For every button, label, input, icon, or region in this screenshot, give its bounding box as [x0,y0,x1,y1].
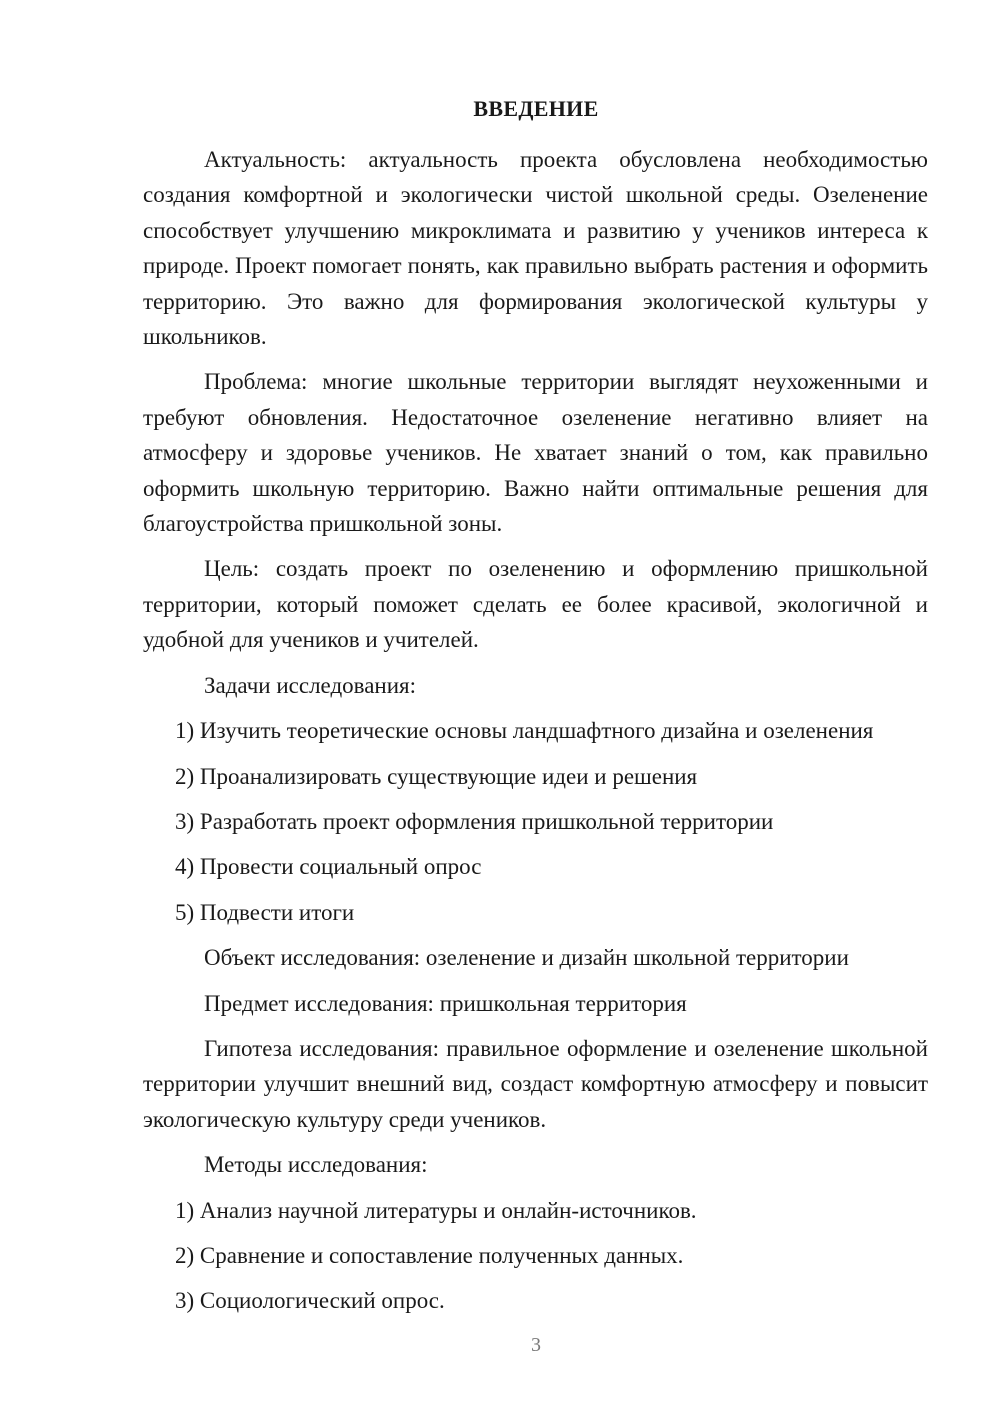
methods-list [143,1193,928,1319]
list-item: 2) Проанализировать существующие идеи и решения [175,763,698,789]
relevance-paragraph: Актуальность: актуальность проекта обусловлена необходимостью создания комфортной и экологически чистой школьной среды. Озеленение способствует улучшению микроклимата и развитию у учеников интереса к природе. Проект помогает понять, как правильно выбрать растения и оформить территорию. Это важно для формирования экологической культуры у школьников. [143,147,928,350]
list-item: 1) Анализ научной литературы и онлайн-источников. [175,1197,697,1223]
list-item: 4) Провести социальный опрос [175,854,482,880]
goal-paragraph: Цель: создать проект по озеленению и оформлению пришкольной территории, который поможет сделать ее более красивой, экологичной и удобной для учеников и учителей. [143,556,928,653]
subject-paragraph: Предмет исследования: пришкольная территория [204,990,687,1016]
list-item: 5) Подвести итоги [175,899,355,925]
document-body [143,142,928,1329]
section-heading: ВВЕДЕНИЕ [473,96,599,121]
hypothesis-paragraph: Гипотеза исследования: правильное оформление и озеленение школьной территории улучшит внешний вид, создаст комфортную атмосферу и повысит экологическую культуру среди учеников. [143,1035,928,1132]
problem-paragraph: Проблема: многие школьные территории выглядят неухоженными и требуют обновления. Недостаточное озеленение негативно влияет на атмосферу и здоровье учеников. Не хватает знаний о том, как правильно оформить школьную территорию. Важно найти оптимальные решения для благоустройства пришкольной зоны. [143,369,928,537]
list-item: 3) Социологический опрос. [175,1288,445,1314]
list-item: 2) Сравнение и сопоставление полученных данных. [175,1242,684,1268]
methods-title: Методы исследования: [204,1152,428,1178]
tasks-title: Задачи исследования: [204,672,417,698]
list-item: 1) Изучить теоретические основы ландшафтного дизайна и озеленения [175,718,874,744]
page-number: 3 [531,1334,541,1356]
tasks-list [143,713,928,930]
list-item: 3) Разработать проект оформления пришкольной территории [175,808,774,834]
object-paragraph: Объект исследования: озеленение и дизайн школьной территории [204,945,849,971]
